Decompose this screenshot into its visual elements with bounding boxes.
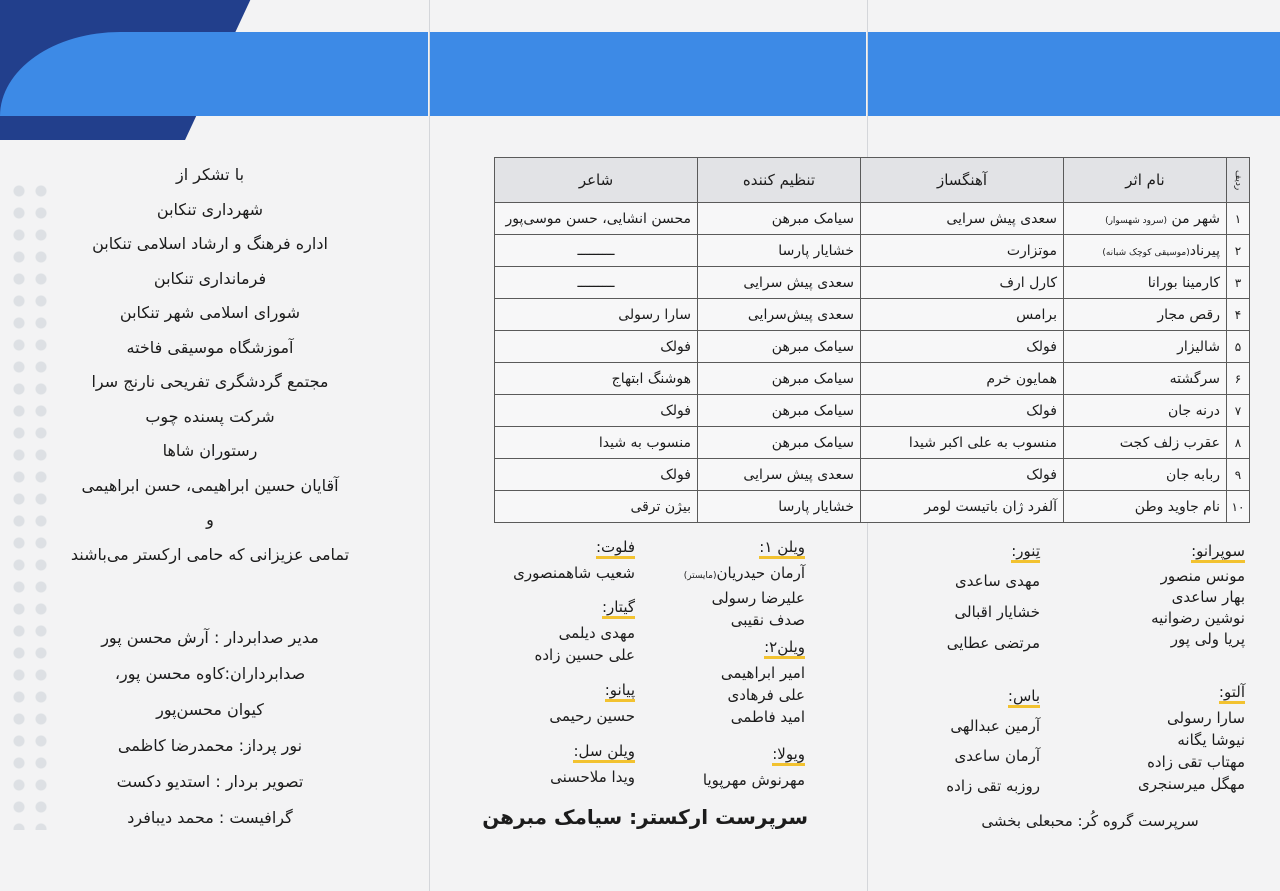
cell-title bbox=[1064, 203, 1227, 235]
member-name: مهتاب تقی زاده bbox=[1147, 753, 1245, 771]
cell-title: نام جاوید وطن bbox=[1064, 491, 1227, 523]
alto-label: آلتو: bbox=[1219, 683, 1245, 704]
thanks-line: و bbox=[206, 510, 214, 529]
cell-poet: هوشنگ ابتهاج bbox=[495, 363, 698, 395]
member-name: مهگل میرسنجری bbox=[1138, 775, 1245, 793]
member-name: مهرنوش مهرپویا bbox=[702, 771, 805, 789]
member-name: روزبه تقی زاده bbox=[946, 777, 1040, 795]
violin2-section bbox=[655, 638, 805, 728]
cell-poet: ـــــــــ bbox=[495, 235, 698, 267]
member-name: آرمان ساعدی bbox=[954, 747, 1040, 765]
cell-poet: فولک bbox=[495, 459, 698, 491]
thanks-line: آموزشگاه موسیقی فاخته bbox=[126, 337, 294, 357]
table-row bbox=[495, 299, 1250, 331]
cell-title: ربابه جان bbox=[1064, 459, 1227, 491]
thanks-line: شرکت پسنده چوب bbox=[145, 406, 275, 426]
table-row bbox=[495, 235, 1250, 267]
member-name: علی حسین زاده bbox=[534, 646, 635, 664]
production-credits bbox=[60, 620, 360, 836]
member-name bbox=[655, 562, 805, 587]
table-header-row bbox=[495, 158, 1250, 203]
header-composer: آهنگساز bbox=[861, 158, 1064, 203]
member-name: پریا ولی پور bbox=[1170, 630, 1245, 648]
cell-arranger: سعدی پیش سرایی bbox=[698, 267, 861, 299]
credit-line: صدابرداران:کاوه محسن پور، bbox=[114, 664, 306, 683]
cell-arranger: سیامک مبرهن bbox=[698, 395, 861, 427]
thanks-line: اداره فرهنگ و ارشاد اسلامی تنکابن bbox=[92, 234, 328, 253]
cell-poet: فولک bbox=[495, 395, 698, 427]
cell-composer: سعدی پیش سرایی bbox=[861, 203, 1064, 235]
cello-label: ویلن سل: bbox=[573, 742, 635, 763]
cell-poet: بیژن ترقی bbox=[495, 491, 698, 523]
cell-poet: سارا رسولی bbox=[495, 299, 698, 331]
cell-composer: فولک bbox=[861, 459, 1064, 491]
credit-line: گرافیست : محمد دیبافرد bbox=[127, 808, 293, 827]
credit-line: کیوان محسن‌پور bbox=[156, 700, 264, 719]
member-name: مهدی دیلمی bbox=[558, 624, 635, 642]
cell-title: عقرب زلف کجت bbox=[1064, 427, 1227, 459]
member-name: امیر ابراهیمی bbox=[720, 664, 805, 682]
cell-composer: کارل ارف bbox=[861, 267, 1064, 299]
title-text: شهر من bbox=[1171, 210, 1220, 227]
member-name: امید فاطمی bbox=[730, 708, 805, 726]
cell-poet: منسوب به شیدا bbox=[495, 427, 698, 459]
cell-composer: همایون خرم bbox=[861, 363, 1064, 395]
violin2-label: ویلن۲: bbox=[764, 638, 805, 659]
flute-label: فلوت: bbox=[596, 538, 635, 559]
header-band-right bbox=[868, 32, 1280, 116]
cell-poet: ـــــــــ bbox=[495, 267, 698, 299]
header-band-left bbox=[0, 32, 428, 116]
cell-composer: برامس bbox=[861, 299, 1064, 331]
cell-title: رقص مجار bbox=[1064, 299, 1227, 331]
table-row bbox=[495, 459, 1250, 491]
member-name: شعیب شاهمنصوری bbox=[513, 564, 635, 582]
cell-num: ۳ bbox=[1227, 267, 1250, 299]
soprano-label: سوپرانو: bbox=[1191, 542, 1245, 563]
cell-num: ۱۰ bbox=[1227, 491, 1250, 523]
cell-composer: آلفرد ژان باتیست لومر bbox=[861, 491, 1064, 523]
thanks-line: مجتمع گردشگری تفریحی نارنج سرا bbox=[91, 372, 329, 391]
member-name: نوشین رضوانیه bbox=[1151, 609, 1245, 627]
member-name: مهدی ساعدی bbox=[954, 572, 1040, 590]
table-row bbox=[495, 395, 1250, 427]
bass-label: باس: bbox=[1008, 687, 1040, 708]
member-name: علی فرهادی bbox=[727, 686, 805, 704]
cell-num: ۸ bbox=[1227, 427, 1250, 459]
member-name: مرتضی عطایی bbox=[946, 634, 1040, 652]
header-num: ردیف bbox=[1227, 158, 1250, 203]
program-table bbox=[494, 157, 1250, 523]
cell-arranger: سیامک مبرهن bbox=[698, 203, 861, 235]
acknowledgements bbox=[40, 158, 380, 572]
cell-num: ۷ bbox=[1227, 395, 1250, 427]
cell-title: سرگشته bbox=[1064, 363, 1227, 395]
cell-poet: محسن انشایی، حسن موسی‌پور bbox=[495, 203, 698, 235]
cell-num: ۵ bbox=[1227, 331, 1250, 363]
cell-num: ۶ bbox=[1227, 363, 1250, 395]
member-note: (مایستر) bbox=[683, 571, 717, 581]
member-name-text: آرمان حیدریان bbox=[716, 564, 805, 582]
header-arranger: تنظیم کننده bbox=[698, 158, 861, 203]
alto-section bbox=[1100, 683, 1245, 795]
header-band-middle bbox=[430, 32, 866, 116]
cell-arranger: خشایار پارسا bbox=[698, 491, 861, 523]
thanks-line: آقایان حسین ابراهیمی، حسن ابراهیمی bbox=[81, 475, 339, 495]
cell-composer: فولک bbox=[861, 395, 1064, 427]
member-name: سارا رسولی bbox=[1167, 709, 1245, 727]
member-name: صدف نقیبی bbox=[730, 611, 805, 629]
cell-num: ۹ bbox=[1227, 459, 1250, 491]
choir-director: سرپرست گروه کُر: محبعلی بخشی bbox=[981, 812, 1199, 830]
member-name: علیرضا رسولی bbox=[711, 589, 805, 607]
member-name: بهار ساعدی bbox=[1171, 588, 1245, 606]
tenor-label: تِنور: bbox=[1011, 542, 1040, 563]
thanks-line: رستوران شاها bbox=[162, 441, 258, 460]
member-name: مونس منصور bbox=[1160, 567, 1245, 585]
cell-title bbox=[1064, 235, 1227, 267]
fold-line-left bbox=[429, 0, 430, 891]
cell-composer: موتزارت bbox=[861, 235, 1064, 267]
cell-arranger: سیامک مبرهن bbox=[698, 331, 861, 363]
cello-section bbox=[485, 742, 635, 788]
credit-line: مدیر صدابردار : آرش محسن پور bbox=[101, 628, 319, 647]
orchestra-conductor: سرپرست ارکستر: سیامک مبرهن bbox=[482, 805, 808, 829]
credit-line: نور پرداز: محمدرضا کاظمی bbox=[117, 736, 303, 755]
member-name: آرمین عبدالهی bbox=[950, 717, 1040, 735]
cell-num: ۴ bbox=[1227, 299, 1250, 331]
title-text: پیرناد bbox=[1189, 242, 1220, 259]
cell-arranger: سیامک مبرهن bbox=[698, 363, 861, 395]
member-name: نیوشا یگانه bbox=[1177, 731, 1245, 749]
member-name: خشایار اقبالی bbox=[954, 603, 1040, 621]
cell-num: ۱ bbox=[1227, 203, 1250, 235]
table-row bbox=[495, 331, 1250, 363]
cell-arranger: سعدی پیش‌سرایی bbox=[698, 299, 861, 331]
table-row bbox=[495, 363, 1250, 395]
cell-num: ۲ bbox=[1227, 235, 1250, 267]
table-row bbox=[495, 427, 1250, 459]
soprano-section bbox=[1100, 542, 1245, 650]
header-poet: شاعر bbox=[495, 158, 698, 203]
header-title: نام اثر bbox=[1064, 158, 1227, 203]
guitar-section bbox=[485, 598, 635, 666]
table-row bbox=[495, 203, 1250, 235]
bass-section bbox=[900, 687, 1040, 801]
member-name: حسین رحیمی bbox=[549, 707, 635, 725]
piano-label: پیانو: bbox=[605, 681, 635, 702]
table-row bbox=[495, 491, 1250, 523]
thanks-line: فرمانداری تنکابن bbox=[153, 268, 267, 288]
tenor-section bbox=[900, 542, 1040, 659]
cell-title: کارمینا بورانا bbox=[1064, 267, 1227, 299]
cell-composer: منسوب به علی اکبر شیدا bbox=[861, 427, 1064, 459]
title-note: (موسیقی کوچک شبانه) bbox=[1102, 247, 1190, 258]
violin1-section bbox=[655, 538, 805, 631]
thanks-line: شهرداری تنکابن bbox=[156, 199, 264, 219]
guitar-label: گیتار: bbox=[602, 598, 635, 619]
piano-section bbox=[485, 681, 635, 727]
cell-arranger: خشایار پارسا bbox=[698, 235, 861, 267]
thanks-line: شورای اسلامی شهر تنکابن bbox=[119, 303, 301, 322]
cell-title: شالیزار bbox=[1064, 331, 1227, 363]
cell-arranger: سعدی پیش سرایی bbox=[698, 459, 861, 491]
title-note: (سرود شهسوار) bbox=[1105, 215, 1168, 226]
violin1-label: ویلن ۱: bbox=[759, 538, 805, 559]
credit-line: تصویر بردار : استدیو دکست bbox=[116, 772, 304, 791]
viola-section bbox=[655, 745, 805, 791]
thanks-line: تمامی عزیزانی که حامی ارکستر می‌باشند bbox=[70, 544, 350, 564]
table-row bbox=[495, 267, 1250, 299]
cell-title: درنه جان bbox=[1064, 395, 1227, 427]
thanks-line: با تشکر از bbox=[175, 165, 245, 184]
cell-composer: فولک bbox=[861, 331, 1064, 363]
cell-poet: فولک bbox=[495, 331, 698, 363]
member-name: ویدا ملاحسنی bbox=[550, 768, 635, 786]
cell-arranger: سیامک مبرهن bbox=[698, 427, 861, 459]
viola-label: ویولا: bbox=[772, 745, 805, 766]
flute-section bbox=[485, 538, 635, 584]
